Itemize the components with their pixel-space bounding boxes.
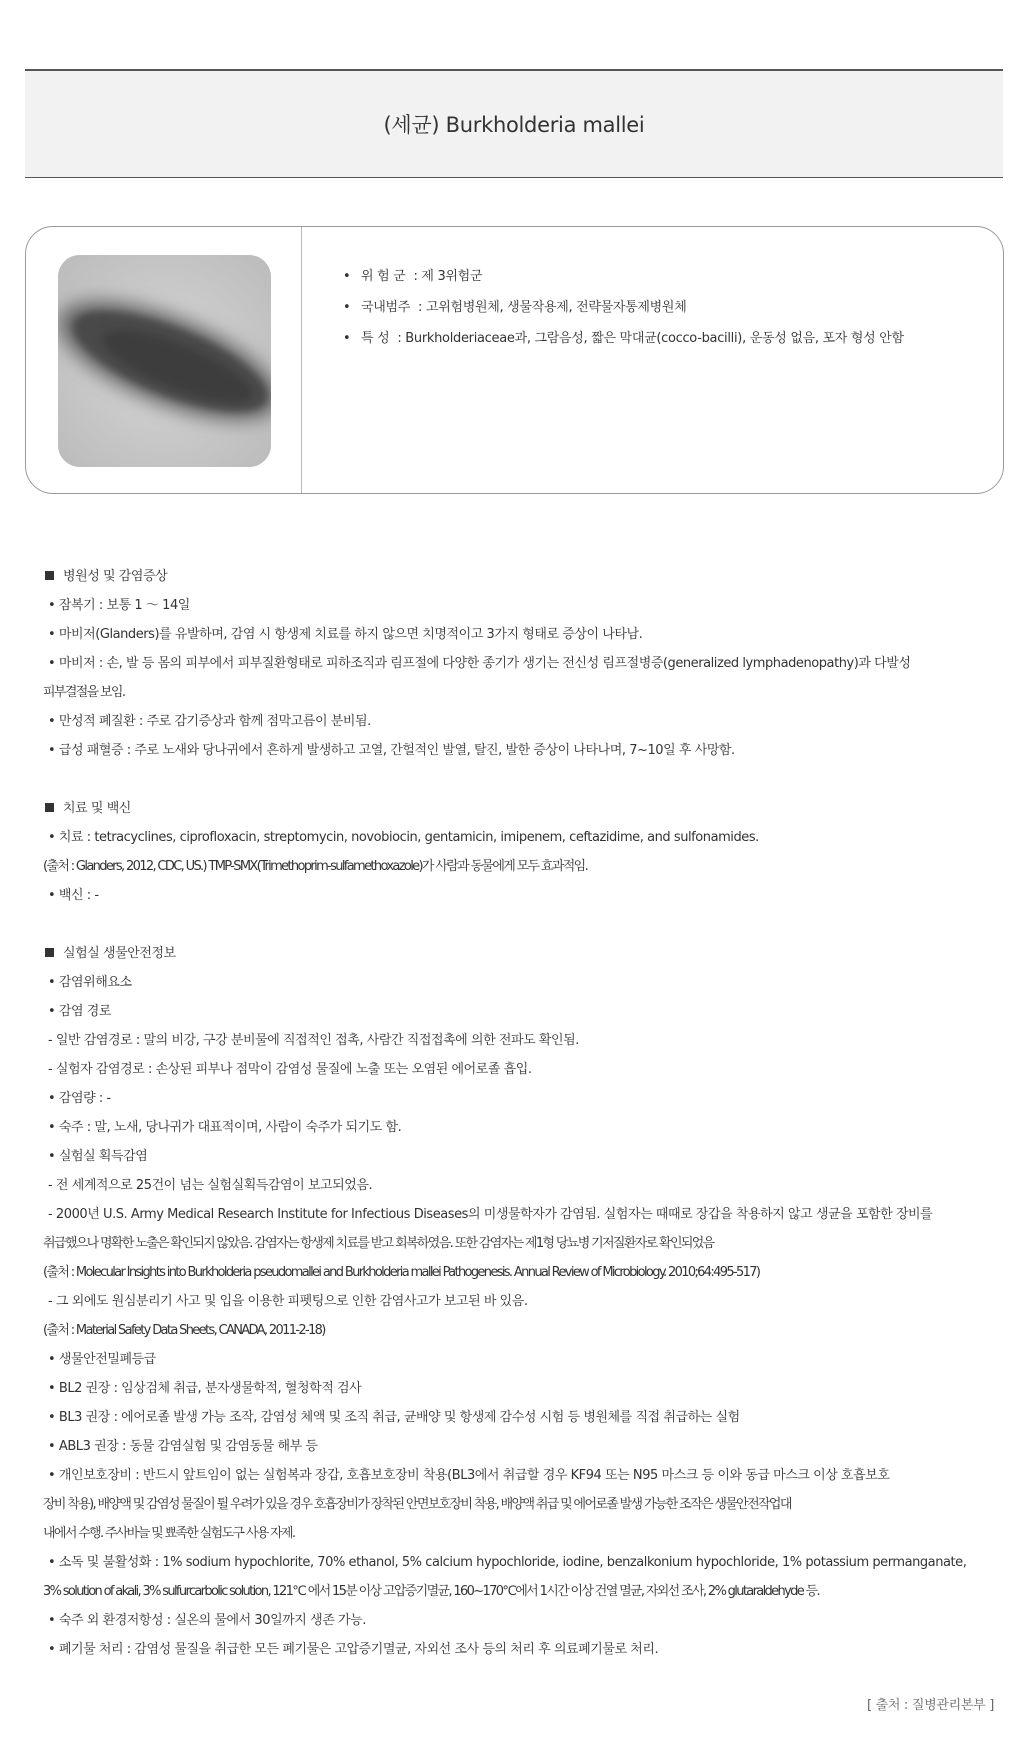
info-value: : 고위험병원체, 생물작용제, 전략물자통제병원체	[418, 300, 687, 315]
content-line: • 생물안전밀폐등급	[48, 1352, 156, 1367]
content-line: • 개인보호장비 : 반드시 앞트임이 없는 실험복과 장갑, 호흡보호장비 착용(BL3에서 취급할 경우 KF94 또는 N95 마스크 등 이와 동급 마스크 이상 호흡보호	[48, 1468, 890, 1483]
content-line: (출처 : Material Safety Data Sheets, CANADA, 2011-2-18)	[43, 1323, 325, 1338]
section-heading-text: 병원성 및 감염증상	[63, 569, 168, 584]
square-bullet-icon	[45, 803, 54, 812]
bacterium-micrograph	[58, 255, 271, 467]
content-line: • 숙주 : 말, 노새, 당나귀가 대표적이며, 사람이 숙주가 되기도 함.	[48, 1120, 402, 1135]
content-line: 장비 착용), 배양액 및 감염성 물질이 튈 우려가 있을 경우 호흡장비가 장착된 안면보호장비 착용, 배양액 취급 및 에어로졸 발생 가능한 조작은 생물안전작업대	[43, 1497, 791, 1512]
content-line: 3% solution of akali, 3% sulfurcarbolic solution, 121℃ 에서 15분 이상 고압증기멸균, 160~170℃에서 1시간 이상 건열 멸균, 자외선 조사, 2% glutaraldehyde 등.	[43, 1584, 819, 1599]
info-key: 특 성	[361, 331, 390, 346]
section-heading-text: 치료 및 백신	[63, 801, 131, 816]
bullet: •	[343, 300, 351, 315]
square-bullet-icon	[45, 571, 54, 580]
content-line: (출처 : Molecular Insights into Burkholderia pseudomallei and Burkholderia mallei Pathogenesis. Annual Review of Microbiology. 2010;64:495-517)	[43, 1265, 760, 1280]
bullet: •	[343, 331, 351, 346]
content-line: • 실험실 획득감염	[48, 1149, 148, 1164]
content-line: • 급성 패혈증 : 주로 노새와 당나귀에서 흔하게 발생하고 고열, 간헐적인 발열, 탈진, 발한 증상이 나타나며, 7~10일 후 사망함.	[48, 743, 735, 758]
content-line: • BL3 권장 : 에어로졸 발생 가능 조작, 감염성 체액 및 조직 취급, 균배양 및 항생제 감수성 시험 등 병원체를 직접 취급하는 실험	[48, 1410, 740, 1425]
content-line: • BL2 권장 : 임상검체 취급, 분자생물학적, 혈청학적 검사	[48, 1381, 362, 1396]
section-heading	[45, 939, 1005, 968]
content-line: • 마비저(Glanders)를 유발하며, 감염 시 항생제 치료를 하지 않으면 치명적이고 3가지 형태로 증상이 나타남.	[48, 627, 643, 642]
content-line: - 2000년 U.S. Army Medical Research Institute for Infectious Diseases의 미생물학자가 감염됨. 실험자는 때때로 장갑을 착용하지 않고 생균을 포함한 장비를	[48, 1207, 933, 1222]
section-gap	[45, 765, 1005, 794]
content-body	[45, 562, 1005, 1664]
info-item-risk-group	[343, 269, 904, 285]
content-line: - 실험자 감염경로 : 손상된 피부나 점막이 감염성 물질에 노출 또는 오염된 에어로졸 흡입.	[48, 1062, 532, 1077]
content-line: (출처 : Glanders, 2012, CDC, US.) TMP-SMX(Trimethoprim-sulfamethoxazole)가 사람과 동물에게 모두 효과적임.	[43, 859, 588, 874]
content-line: • 감염위해요소	[48, 975, 132, 990]
title-band	[25, 69, 1003, 178]
section-heading	[45, 562, 1005, 591]
content-line: • 잠복기 : 보통 1 ～ 14일	[48, 598, 190, 613]
info-value: : Burkholderiaceae과, 그람음성, 짧은 막대균(cocco-bacilli), 운동성 없음, 포자 형성 안함	[397, 331, 904, 346]
info-key: 위 험 군	[361, 269, 406, 284]
info-item-characteristics	[343, 331, 904, 347]
content-line: • 만성적 폐질환 : 주로 감기증상과 함께 점막고름이 분비됨.	[48, 714, 371, 729]
content-line: • 마비저 : 손, 발 등 몸의 피부에서 피부질환형태로 피하조직과 림프절에 다양한 종기가 생기는 전신성 림프절병증(generalized lymphadenopathy)과 다발성	[48, 656, 911, 671]
section-heading	[45, 794, 1005, 823]
content-line: 피부결절을 보임.	[43, 685, 125, 700]
content-line: • ABL3 권장 : 동물 감염실험 및 감염동물 해부 등	[48, 1439, 318, 1454]
info-list	[343, 269, 904, 362]
content-line: 내에서 수행. 주사바늘 및 뾰족한 실험도구 사용 자제.	[43, 1526, 295, 1541]
section-heading-text: 실험실 생물안전정보	[63, 946, 176, 961]
content-line: • 백신 : -	[48, 888, 99, 903]
content-line: • 감염 경로	[48, 1004, 112, 1019]
content-line: - 일반 감염경로 : 말의 비강, 구강 분비물에 직접적인 접촉, 사람간 직접접촉에 의한 전파도 확인됨.	[48, 1033, 579, 1048]
micrograph-image	[58, 255, 271, 467]
content-line: • 숙주 외 환경저항성 : 실온의 물에서 30일까지 생존 가능.	[48, 1613, 366, 1628]
content-line: • 폐기물 처리 : 감염성 물질을 취급한 모든 폐기물은 고압증기멸균, 자외선 조사 등의 처리 후 의료폐기물로 처리.	[48, 1642, 659, 1657]
content-line: - 전 세계적으로 25건이 넘는 실험실획득감염이 보고되었음.	[48, 1178, 373, 1193]
content-line: 취급했으나 명확한 노출은 확인되지 않았음. 감염자는 항생제 치료를 받고 회복하였음. 또한 감염자는 제1형 당뇨병 기저질환자로 확인되었음	[43, 1236, 714, 1251]
content-line: • 감염량 : -	[48, 1091, 111, 1106]
info-value: : 제 3위험군	[413, 269, 483, 284]
square-bullet-icon	[45, 948, 54, 957]
info-key: 국내범주	[361, 300, 411, 315]
page-title: (세균) Burkholderia mallei	[383, 113, 645, 137]
content-line: • 치료 : tetracyclines, ciprofloxacin, streptomycin, novobiocin, gentamicin, imipenem, ceftazidime, and sulfonamides.	[48, 830, 759, 845]
info-divider	[301, 227, 302, 493]
info-item-domestic-category	[343, 300, 904, 316]
bullet: •	[343, 269, 351, 284]
section-gap	[45, 910, 1005, 939]
info-box	[25, 226, 1004, 494]
source-credit: [ 출처 : 질병관리본부 ]	[866, 1698, 994, 1713]
content-line: - 그 외에도 원심분리기 사고 및 입을 이용한 피펫팅으로 인한 감염사고가 보고된 바 있음.	[48, 1294, 528, 1309]
content-line: • 소독 및 불활성화 : 1% sodium hypochlorite, 70% ethanol, 5% calcium hypochloride, iodine, benzalkonium hypochloride, 1% potassium permanganate,	[48, 1555, 967, 1570]
